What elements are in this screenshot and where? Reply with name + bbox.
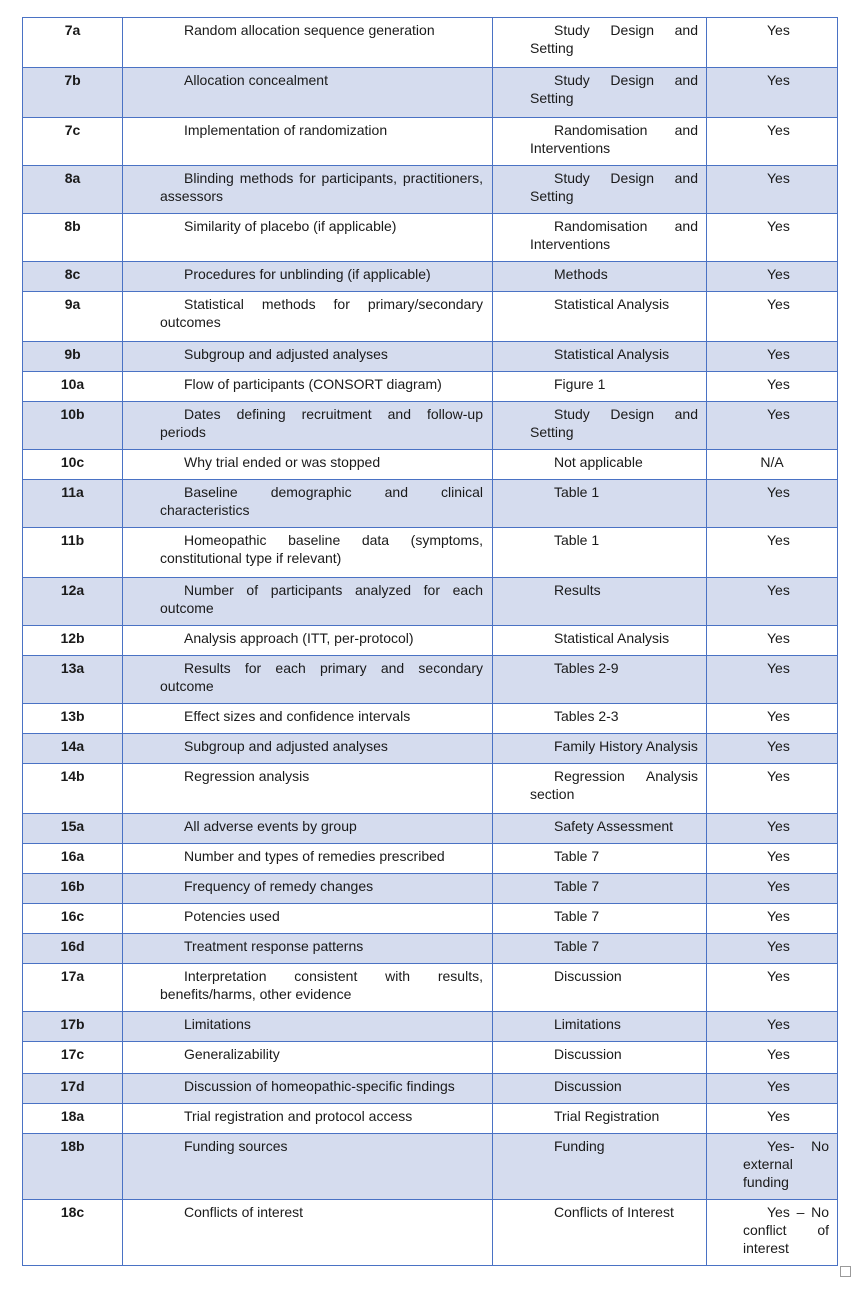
section-reference: Methods [493,262,707,292]
reported-status: Yes [707,934,838,964]
item-number: 14b [23,764,123,814]
reported-status: Yes [707,118,838,166]
table-row [23,68,838,118]
section-reference: Tables 2-3 [493,704,707,734]
item-number: 7c [23,118,123,166]
item-number: 18a [23,1104,123,1134]
reported-status: Yes [707,904,838,934]
table-row [23,1074,838,1104]
item-description: Regression analysis [123,764,493,814]
item-number: 17b [23,1012,123,1042]
table-row [23,1134,838,1200]
reported-status: Yes [707,814,838,844]
table-row [23,934,838,964]
item-number: 17c [23,1042,123,1074]
item-number: 12b [23,626,123,656]
section-reference: Study Design and Setting [493,166,707,214]
section-reference: Table 7 [493,934,707,964]
reported-status: Yes [707,342,838,372]
section-reference: Limitations [493,1012,707,1042]
item-description: Potencies used [123,904,493,934]
item-number: 8a [23,166,123,214]
item-description: All adverse events by group [123,814,493,844]
section-reference: Safety Assessment [493,814,707,844]
item-number: 7a [23,18,123,68]
section-reference: Tables 2-9 [493,656,707,704]
section-reference: Table 7 [493,904,707,934]
table-row [23,1104,838,1134]
section-reference: Not applicable [493,450,707,480]
item-number: 16d [23,934,123,964]
reported-status: Yes [707,68,838,118]
item-description: Analysis approach (ITT, per-protocol) [123,626,493,656]
table-row [23,292,838,342]
reported-status: Yes [707,1104,838,1134]
item-number: 7b [23,68,123,118]
reported-status: Yes [707,1012,838,1042]
table-row [23,1042,838,1074]
table-row [23,480,838,528]
section-reference: Statistical Analysis [493,292,707,342]
item-description: Conflicts of interest [123,1200,493,1266]
item-description: Limitations [123,1012,493,1042]
item-description: Similarity of placebo (if applicable) [123,214,493,262]
item-description: Flow of participants (CONSORT diagram) [123,372,493,402]
reported-status: Yes [707,402,838,450]
item-number: 10b [23,402,123,450]
item-number: 8b [23,214,123,262]
section-reference: Table 7 [493,844,707,874]
item-description: Trial registration and protocol access [123,1104,493,1134]
item-number: 9b [23,342,123,372]
section-reference: Study Design and Setting [493,402,707,450]
item-number: 14a [23,734,123,764]
item-number: 11b [23,528,123,578]
item-number: 10a [23,372,123,402]
checklist-table [22,17,838,1266]
table-row [23,528,838,578]
item-description: Effect sizes and confidence intervals [123,704,493,734]
reported-status: Yes [707,844,838,874]
reported-status: Yes [707,874,838,904]
reported-status: Yes [707,1042,838,1074]
item-description: Funding sources [123,1134,493,1200]
section-reference: Conflicts of Interest [493,1200,707,1266]
item-description: Homeopathic baseline data (symptoms, constitutional type if relevant) [123,528,493,578]
item-description: Number of participants analyzed for each outcome [123,578,493,626]
item-description: Treatment response patterns [123,934,493,964]
reported-status: Yes [707,704,838,734]
reported-status: N/A [707,450,838,480]
reported-status: Yes [707,1074,838,1104]
reported-status: Yes [707,578,838,626]
item-description: Allocation concealment [123,68,493,118]
item-description: Implementation of randomization [123,118,493,166]
table-row [23,578,838,626]
section-reference: Family History Analysis [493,734,707,764]
item-number: 16a [23,844,123,874]
item-description: Baseline demographic and clinical characteristics [123,480,493,528]
section-reference: Discussion [493,1074,707,1104]
item-description: Procedures for unblinding (if applicable) [123,262,493,292]
table-row [23,118,838,166]
table-row [23,656,838,704]
item-number: 8c [23,262,123,292]
item-number: 11a [23,480,123,528]
table-row [23,704,838,734]
item-number: 12a [23,578,123,626]
item-number: 10c [23,450,123,480]
reported-status: Yes [707,262,838,292]
reported-status: Yes [707,372,838,402]
section-reference: Regression Analysis section [493,764,707,814]
reported-status: Yes [707,292,838,342]
section-reference: Randomisation and Interventions [493,214,707,262]
reported-status: Yes – No conflict of interest [707,1200,838,1266]
section-reference: Discussion [493,964,707,1012]
item-number: 13b [23,704,123,734]
item-number: 15a [23,814,123,844]
item-description: Blinding methods for participants, practitioners, assessors [123,166,493,214]
item-number: 18b [23,1134,123,1200]
section-reference: Table 1 [493,528,707,578]
table-row [23,214,838,262]
section-reference: Study Design and Setting [493,68,707,118]
section-reference: Statistical Analysis [493,342,707,372]
table-row [23,904,838,934]
table-row [23,764,838,814]
section-reference: Discussion [493,1042,707,1074]
item-description: Random allocation sequence generation [123,18,493,68]
section-reference: Table 7 [493,874,707,904]
table-row [23,1012,838,1042]
table-row [23,874,838,904]
item-description: Results for each primary and secondary outcome [123,656,493,704]
table-row [23,450,838,480]
item-description: Number and types of remedies prescribed [123,844,493,874]
reported-status: Yes [707,764,838,814]
reported-status: Yes [707,528,838,578]
item-description: Dates defining recruitment and follow-up periods [123,402,493,450]
section-reference: Funding [493,1134,707,1200]
table-row [23,844,838,874]
table-row [23,262,838,292]
reported-status: Yes [707,734,838,764]
section-reference: Study Design and Setting [493,18,707,68]
reported-status: Yes [707,626,838,656]
item-number: 16b [23,874,123,904]
item-number: 17d [23,1074,123,1104]
reported-status: Yes [707,480,838,528]
reported-status: Yes [707,214,838,262]
reported-status: Yes [707,166,838,214]
section-reference: Figure 1 [493,372,707,402]
section-reference: Randomisation and Interventions [493,118,707,166]
reported-status: Yes [707,656,838,704]
table-row [23,166,838,214]
table-row [23,814,838,844]
item-description: Why trial ended or was stopped [123,450,493,480]
table-row [23,342,838,372]
table-row [23,964,838,1012]
table-resize-handle[interactable] [840,1266,851,1277]
item-number: 17a [23,964,123,1012]
table-row [23,402,838,450]
table-row [23,1200,838,1266]
item-description: Statistical methods for primary/secondary outcomes [123,292,493,342]
item-description: Frequency of remedy changes [123,874,493,904]
item-description: Generalizability [123,1042,493,1074]
reported-status: Yes [707,18,838,68]
item-number: 18c [23,1200,123,1266]
reported-status: Yes- No external funding [707,1134,838,1200]
section-reference: Trial Registration [493,1104,707,1134]
item-description: Subgroup and adjusted analyses [123,342,493,372]
item-number: 16c [23,904,123,934]
item-description: Subgroup and adjusted analyses [123,734,493,764]
table-row [23,372,838,402]
section-reference: Table 1 [493,480,707,528]
section-reference: Results [493,578,707,626]
table-row [23,18,838,68]
item-number: 13a [23,656,123,704]
item-number: 9a [23,292,123,342]
table-row [23,626,838,656]
section-reference: Statistical Analysis [493,626,707,656]
table-row [23,734,838,764]
reported-status: Yes [707,964,838,1012]
item-description: Discussion of homeopathic-specific findings [123,1074,493,1104]
item-description: Interpretation consistent with results, benefits/harms, other evidence [123,964,493,1012]
